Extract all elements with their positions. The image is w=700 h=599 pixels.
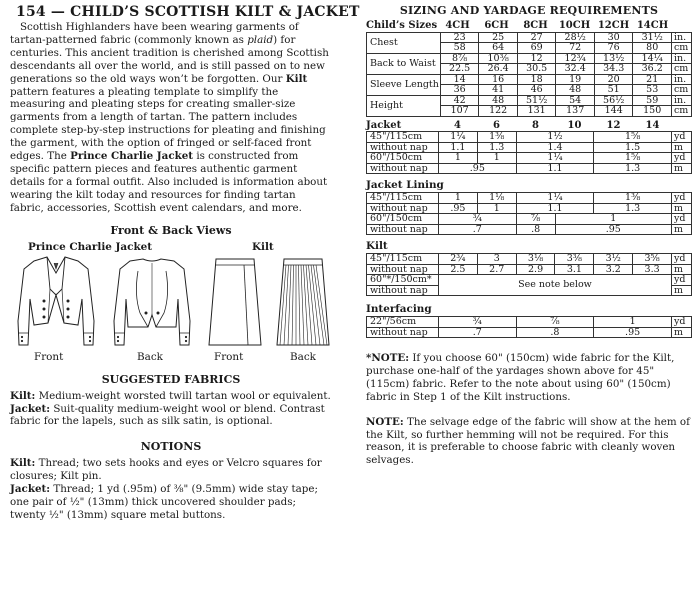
jacket-col: 12 (606, 119, 621, 131)
unit-cell: yd (672, 132, 692, 143)
fabric-width: 60"/150cm (367, 153, 439, 164)
table-row (367, 327, 692, 338)
views-heading: Front & Back Views (110, 223, 232, 237)
sizing-heading: SIZING AND YARDAGE REQUIREMENTS (399, 4, 659, 17)
unit-cell: yd (671, 317, 691, 328)
yardage-cell: .95 (555, 224, 671, 235)
intro-text-2: ) for centuries. This ancient tradition is cherished among Scottish descendants all over the world, and is still passed on to new generations so the old ways won’t be forgotten. Our (10, 33, 329, 85)
note1-text: If you choose 60" (150cm) wide fabric for the Kilt, purchase one-half of the yardages shown above for 45" (115cm) fabric. Refer to the note about using 60" (150cm) fabric in Step 1 of the Kilt instructions. (366, 352, 675, 403)
intro-kilt: Kilt (285, 72, 308, 85)
note2-label: NOTE: (366, 415, 404, 428)
measurement-in: 42 (440, 95, 479, 106)
measurement-cm: 137 (556, 106, 595, 117)
size-col: 10CH (558, 20, 591, 31)
yardage-cell: 1 (438, 153, 477, 164)
yardage-cell: 1.3 (594, 203, 672, 214)
intro-text-3: pattern features a pleating template to simplify the measuring and pleating steps for creating smaller-size garments from a length of tartan. The pattern includes complete step-by-step instructions for pleating and finishing the garment, with the option of fringed or self-faced front edges. The (10, 85, 326, 163)
size-col: 6CH (484, 20, 509, 31)
jacket-header-table (366, 121, 692, 132)
kilt-back-illustration (274, 255, 332, 349)
measurement-cm: 144 (594, 106, 633, 117)
jacket-front-illustration (14, 255, 98, 349)
lining-table (366, 192, 692, 235)
jacket-col: 8 (532, 119, 539, 131)
unit-cell: in. (671, 32, 691, 43)
yardage-cell: 1⅝ (594, 132, 672, 143)
yardage-cell: 1½ (516, 132, 594, 143)
unit-cell: cm (671, 85, 691, 96)
unit-cell: yd (672, 254, 692, 265)
yardage-cell: 1.3 (594, 163, 672, 174)
intro-text-4: is constructed from specific pattern pieces and features authentic garment details for a formal outfit. Also included is information about wearing the kilt today and resources for finding tartan fabric, accessories, Scottish event calendars, and more. (10, 150, 328, 214)
measurement-in: 12¾ (556, 53, 595, 64)
caption-kilt-front: Front (214, 350, 244, 363)
sizes-table (366, 21, 692, 32)
yardage-cell: 2¾ (438, 254, 477, 265)
table-row (367, 203, 692, 214)
measurement-cm: 69 (517, 43, 556, 54)
note-selvage (366, 416, 692, 468)
measurement-cm: 30.5 (517, 64, 556, 75)
yardage-cell: .7 (438, 224, 516, 235)
fabric-width: 60"*/150cm* (367, 275, 439, 286)
measurement-cm: 46 (517, 85, 556, 96)
unit-cell: cm (671, 64, 691, 75)
measurement-in: 23 (440, 32, 479, 43)
measurement-in: 8⅞ (440, 53, 479, 64)
measurement-cm: 80 (633, 43, 672, 54)
yardage-cell: 1 (438, 193, 477, 204)
jacket-col: 10 (567, 119, 582, 131)
measurement-cm: 48 (556, 85, 595, 96)
interfacing-label: Interfacing (366, 303, 432, 315)
size-col: 4CH (445, 20, 470, 31)
unit-cell: m (671, 327, 691, 338)
measurement-in: 28½ (556, 32, 595, 43)
fabric-nap: without nap (367, 224, 439, 235)
yardage-cell: 3 (477, 254, 516, 265)
measurement-cm: 36.2 (633, 64, 672, 75)
yardage-cell: 1.1 (438, 142, 477, 153)
yardage-cell: ¾ (438, 214, 516, 225)
yardage-cell: 3⅛ (516, 254, 555, 265)
sizes-header-row (366, 21, 692, 32)
table-row (367, 317, 692, 328)
measurement-label: Chest (367, 32, 441, 53)
notions-jacket-label: Jacket: (10, 483, 51, 496)
measurement-in: 21 (633, 74, 672, 85)
jacket-col: 6 (493, 119, 500, 131)
yardage-cell: 1 (594, 317, 672, 328)
yardage-cell: 3⅜ (555, 254, 594, 265)
jacket-back-illustration (110, 255, 194, 349)
measurement-in: 59 (633, 95, 672, 106)
kilt-view-label: Kilt (252, 240, 274, 253)
unit-cell: yd (672, 153, 692, 164)
jacket-col: 14 (645, 119, 660, 131)
measurement-cm: 26.4 (479, 64, 518, 75)
note-60in-fabric (366, 352, 692, 404)
measurement-in: 12 (517, 53, 556, 64)
note1-label: *NOTE: (366, 352, 410, 364)
yardage-cell: 3.3 (633, 264, 672, 275)
fabric-nap: without nap (367, 327, 439, 338)
yardage-cell: 1⅜ (594, 193, 672, 204)
kilt-see-note: See note below (438, 275, 671, 296)
notions-heading: NOTIONS (140, 440, 202, 454)
yardage-cell: .95 (438, 203, 477, 214)
yardage-cell: 1 (555, 214, 671, 225)
unit-cell: m (672, 264, 692, 275)
jacket-view-label: Prince Charlie Jacket (28, 240, 153, 253)
yardage-cell: .8 (516, 327, 594, 338)
intro-jacket: Prince Charlie Jacket (70, 150, 194, 163)
yardage-cell: 1¼ (516, 153, 594, 164)
notions-jacket-text: Thread; 1 yd (.95m) of ⅜" (9.5mm) wide stay tape; one pair of ½" (13mm) thick uncovered shoulder pads; twenty ½" (13mm) square metal buttons. (10, 483, 318, 521)
fabric-nap: without nap (367, 264, 439, 275)
unit-cell: yd (672, 214, 692, 225)
table-row (367, 275, 692, 286)
yardage-cell: 1.1 (516, 203, 594, 214)
unit-cell: m (672, 285, 692, 296)
table-row (367, 163, 692, 174)
fabrics-kilt-text: Medium-weight worsted twill tartan wool or equivalent. (35, 389, 331, 402)
intro-plaid: plaid (247, 33, 274, 46)
yardage-cell: 2.9 (516, 264, 555, 275)
measurement-in: 14 (440, 74, 479, 85)
unit-cell: in. (671, 53, 691, 64)
table-row (367, 132, 692, 143)
unit-cell: yd (672, 275, 692, 286)
measurement-cm: 34.3 (594, 64, 633, 75)
table-row (367, 53, 692, 64)
measurement-in: 14¼ (633, 53, 672, 64)
sizes-grid (366, 32, 692, 117)
yardage-cell: ¾ (438, 317, 516, 328)
measurement-in: 56½ (594, 95, 633, 106)
yardage-cell: 1.5 (594, 142, 672, 153)
unit-cell: m (672, 163, 692, 174)
unit-cell: in. (671, 95, 691, 106)
table-row (367, 224, 692, 235)
measurement-in: 10⅜ (479, 53, 518, 64)
fabric-width: 45"/115cm (367, 193, 439, 204)
measurement-in: 18 (517, 74, 556, 85)
table-row (367, 254, 692, 265)
table-row (367, 193, 692, 204)
yardage-cell: 3.1 (555, 264, 594, 275)
measurement-in: 30 (594, 32, 633, 43)
yardage-cell: 1⅜ (477, 132, 516, 143)
yardage-cell: 1¼ (516, 193, 594, 204)
jacket-col: 4 (454, 119, 461, 131)
left-column (10, 4, 360, 522)
caption-jacket-back: Back (137, 350, 163, 363)
lining-label: Jacket Lining (366, 179, 444, 191)
measurement-cm: 150 (633, 106, 672, 117)
caption-jacket-front: Front (34, 350, 64, 363)
measurement-label: Back to Waist (367, 53, 441, 74)
yardage-cell: 1⅝ (594, 153, 672, 164)
unit-cell: m (672, 203, 692, 214)
yardage-cell: 1⅛ (477, 193, 516, 204)
table-row (367, 142, 692, 153)
sizes-label: Child’s Sizes (366, 20, 438, 31)
measurement-cm: 36 (440, 85, 479, 96)
kilt-label: Kilt (366, 240, 388, 252)
table-row (367, 32, 692, 43)
yardage-cell: .7 (438, 327, 516, 338)
yardage-cell: ⅞ (516, 214, 555, 225)
measurement-cm: 122 (479, 106, 518, 117)
measurement-in: 19 (556, 74, 595, 85)
measurement-label: Sleeve Length (367, 74, 441, 95)
yardage-cell: 1¼ (438, 132, 477, 143)
fabric-nap: without nap (367, 163, 439, 174)
size-col: 14CH (636, 20, 669, 31)
measurement-cm: 64 (479, 43, 518, 54)
measurement-cm: 58 (440, 43, 479, 54)
measurement-in: 13½ (594, 53, 633, 64)
size-col: 12CH (597, 20, 630, 31)
measurement-in: 25 (479, 32, 518, 43)
unit-cell: m (672, 224, 692, 235)
measurement-in: 48 (479, 95, 518, 106)
fabrics-jacket (10, 403, 332, 429)
yardage-cell: 1.1 (516, 163, 594, 174)
fabrics-kilt (10, 390, 332, 403)
measurement-label: Height (367, 95, 441, 116)
unit-cell: in. (671, 74, 691, 85)
jacket-header-row (366, 121, 692, 132)
table-row (367, 214, 692, 225)
intro-text-1: Scottish Highlanders have been wearing garments of tartan-patterned fabric (commonly known as (10, 21, 299, 46)
fabric-width: 45"/115cm (367, 132, 439, 143)
yardage-cell: 3.2 (594, 264, 633, 275)
unit-cell: cm (671, 106, 691, 117)
measurement-in: 20 (594, 74, 633, 85)
garment-views (10, 241, 332, 363)
yardage-cell: .8 (516, 224, 555, 235)
table-row (367, 95, 692, 106)
measurement-cm: 41 (479, 85, 518, 96)
fabric-width: 60"/150cm (367, 214, 439, 225)
intro-paragraph (10, 21, 332, 215)
page-title: 154 — CHILD’S SCOTTISH KILT & JACKET (16, 4, 360, 20)
interfacing-table (366, 316, 692, 338)
jacket-label: Jacket (366, 119, 402, 131)
measurement-cm: 51 (594, 85, 633, 96)
kilt-front-illustration (206, 255, 264, 349)
measurement-cm: 131 (517, 106, 556, 117)
notions-jacket (10, 483, 332, 522)
measurement-cm: 72 (556, 43, 595, 54)
measurement-in: 31½ (633, 32, 672, 43)
yardage-cell: .95 (438, 163, 516, 174)
yardage-cell: 1.3 (477, 142, 516, 153)
unit-cell: cm (671, 43, 691, 54)
size-col: 8CH (523, 20, 548, 31)
yardage-cell: 1.4 (516, 142, 594, 153)
yardage-cell: 3⅝ (633, 254, 672, 265)
caption-kilt-back: Back (290, 350, 316, 363)
yardage-cell: .95 (594, 327, 672, 338)
measurement-in: 51½ (517, 95, 556, 106)
measurement-in: 54 (556, 95, 595, 106)
yardage-cell: 3½ (594, 254, 633, 265)
measurement-in: 27 (517, 32, 556, 43)
fabric-width: 45"/115cm (367, 254, 439, 265)
fabrics-jacket-text: Suit-quality medium-weight wool or blend. Contrast fabric for the lapels, such as silk satin, is optional. (10, 402, 325, 428)
measurement-cm: 32.4 (556, 64, 595, 75)
note2-text: The selvage edge of the fabric will show at the hem of the Kilt, so further hemming will not be required. For this reason, it is preferable to choose fabric with cleanly woven selvages. (366, 415, 690, 467)
yardage-cell: 1 (477, 203, 516, 214)
right-column (366, 4, 692, 467)
measurement-cm: 53 (633, 85, 672, 96)
kilt-table (366, 253, 692, 296)
fabric-width: 22"/56cm (367, 317, 439, 328)
unit-cell: m (672, 142, 692, 153)
yardage-cell: 2.5 (438, 264, 477, 275)
measurement-cm: 107 (440, 106, 479, 117)
notions-kilt-label: Kilt: (10, 457, 36, 470)
notions-kilt-text: Thread; two sets hooks and eyes or Velcro squares for closures; Kilt pin. (10, 457, 322, 483)
fabrics-kilt-label: Kilt: (10, 389, 36, 402)
table-row (367, 74, 692, 85)
fabric-nap: without nap (367, 285, 439, 296)
jacket-table (366, 131, 692, 174)
table-row (367, 153, 692, 164)
measurement-cm: 76 (594, 43, 633, 54)
measurement-in: 16 (479, 74, 518, 85)
unit-cell: yd (672, 193, 692, 204)
yardage-cell: 2.7 (477, 264, 516, 275)
fabrics-heading: SUGGESTED FABRICS (101, 372, 241, 386)
table-row (367, 264, 692, 275)
fabrics-jacket-label: Jacket: (10, 402, 51, 415)
measurement-cm: 22.5 (440, 64, 479, 75)
yardage-cell: 1 (477, 153, 516, 164)
fabric-nap: without nap (367, 203, 439, 214)
yardage-cell: ⅞ (516, 317, 594, 328)
notions-kilt (10, 457, 332, 483)
fabric-nap: without nap (367, 142, 439, 153)
